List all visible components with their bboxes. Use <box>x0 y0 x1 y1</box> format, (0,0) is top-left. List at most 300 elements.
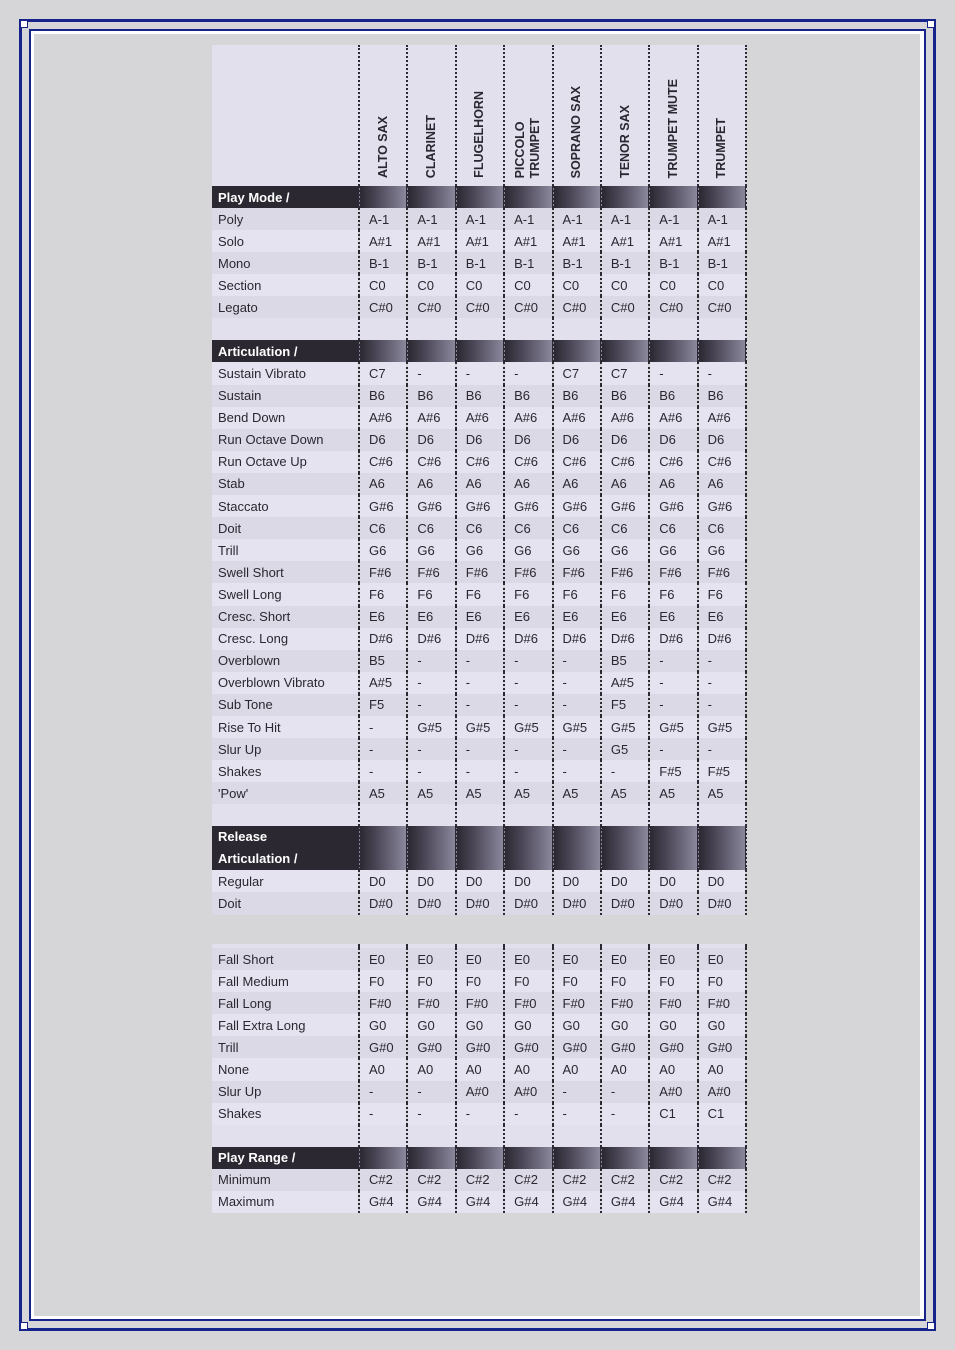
articulation-label: Trill <box>212 1036 359 1058</box>
keyswitch-value: D0 <box>359 870 407 892</box>
keyswitch-value: A#1 <box>601 230 649 252</box>
articulation-label: Legato <box>212 296 359 318</box>
instrument-name: TRUMPET MUTE <box>665 78 680 178</box>
keyswitch-value: - <box>504 650 552 672</box>
keyswitch-value: F0 <box>359 970 407 992</box>
table-row <box>212 1036 746 1058</box>
keyswitch-value: D#0 <box>649 892 697 914</box>
section-header-fill <box>553 826 601 870</box>
keyswitch-value: F6 <box>359 583 407 605</box>
keyswitch-value: A5 <box>649 782 697 804</box>
keyswitch-value: E0 <box>553 948 601 970</box>
keyswitch-value: - <box>698 650 746 672</box>
keyswitch-value: A-1 <box>553 208 601 230</box>
spacer-cell <box>212 318 359 340</box>
keyswitch-value: A6 <box>601 473 649 495</box>
spacer-cell <box>649 804 697 826</box>
keyswitch-value: - <box>553 672 601 694</box>
keyswitch-value: - <box>456 738 504 760</box>
spacer-cell <box>553 804 601 826</box>
keyswitch-value: A0 <box>407 1058 455 1080</box>
keyswitch-value: G0 <box>359 1014 407 1036</box>
section-header-fill <box>649 186 697 208</box>
keyswitch-value: D0 <box>649 870 697 892</box>
section-title: Play Mode / <box>212 186 359 208</box>
table-row <box>212 738 746 760</box>
keyswitch-value: G#4 <box>407 1191 455 1213</box>
keyswitch-value: F#0 <box>649 992 697 1014</box>
keyswitch-value: B6 <box>504 385 552 407</box>
keyswitch-value: - <box>456 760 504 782</box>
table-row <box>212 208 746 230</box>
section-header-fill <box>456 186 504 208</box>
section-header-fill <box>504 826 552 870</box>
keyswitch-value: - <box>553 650 601 672</box>
keyswitch-value: C#0 <box>407 296 455 318</box>
keyswitch-value: D6 <box>504 429 552 451</box>
keyswitch-value: F0 <box>698 970 746 992</box>
keyswitch-value: D6 <box>601 429 649 451</box>
keyswitch-table-top <box>212 45 746 915</box>
section-header-fill <box>553 340 601 362</box>
keyswitch-value: B-1 <box>456 252 504 274</box>
keyswitch-value: F0 <box>504 970 552 992</box>
keyswitch-value: F#0 <box>601 992 649 1014</box>
keyswitch-value: E0 <box>649 948 697 970</box>
keyswitch-value: - <box>407 760 455 782</box>
table-row <box>212 694 746 716</box>
keyswitch-value: A6 <box>553 473 601 495</box>
keyswitch-value: G#6 <box>649 495 697 517</box>
keyswitch-value: F#0 <box>698 992 746 1014</box>
table-row <box>212 1169 746 1191</box>
keyswitch-value: - <box>504 1103 552 1125</box>
keyswitch-value: G#0 <box>601 1036 649 1058</box>
articulation-label: Fall Medium <box>212 970 359 992</box>
table-row <box>212 782 746 804</box>
keyswitch-value: - <box>504 362 552 384</box>
spacer-cell <box>649 318 697 340</box>
keyswitch-value: A0 <box>698 1058 746 1080</box>
keyswitch-value: A5 <box>504 782 552 804</box>
keyswitch-value: - <box>504 738 552 760</box>
keyswitch-value: A5 <box>407 782 455 804</box>
articulation-label: Slur Up <box>212 738 359 760</box>
table-row <box>212 672 746 694</box>
keyswitch-value: A6 <box>456 473 504 495</box>
section-title: Articulation / <box>212 340 359 362</box>
keyswitch-value: C#6 <box>407 451 455 473</box>
keyswitch-value: F6 <box>649 583 697 605</box>
keyswitch-value: F#6 <box>407 561 455 583</box>
keyswitch-value: - <box>359 1081 407 1103</box>
keyswitch-value: A-1 <box>456 208 504 230</box>
keyswitch-value: E6 <box>359 606 407 628</box>
keyswitch-value: G6 <box>456 539 504 561</box>
keyswitch-value: D0 <box>601 870 649 892</box>
keyswitch-value: C#6 <box>698 451 746 473</box>
keyswitch-value: - <box>407 672 455 694</box>
section-header-fill <box>698 186 746 208</box>
keyswitch-value: C#6 <box>601 451 649 473</box>
keyswitch-value: F#0 <box>359 992 407 1014</box>
keyswitch-value: G#0 <box>407 1036 455 1058</box>
articulation-label: Shakes <box>212 1103 359 1125</box>
keyswitch-value: D#0 <box>698 892 746 914</box>
keyswitch-value: G#0 <box>359 1036 407 1058</box>
keyswitch-value: - <box>553 1103 601 1125</box>
spacer-cell <box>212 804 359 826</box>
spacer-cell <box>212 1125 359 1147</box>
articulation-label: Fall Extra Long <box>212 1014 359 1036</box>
keyswitch-value: G#0 <box>649 1036 697 1058</box>
keyswitch-value: F0 <box>407 970 455 992</box>
keyswitch-value: F#6 <box>504 561 552 583</box>
articulation-label: Overblown <box>212 650 359 672</box>
keyswitch-value: D#0 <box>553 892 601 914</box>
keyswitch-value: B-1 <box>504 252 552 274</box>
keyswitch-value: C#0 <box>553 296 601 318</box>
articulation-label: Doit <box>212 892 359 914</box>
keyswitch-value: F#6 <box>553 561 601 583</box>
keyswitch-value: C0 <box>698 274 746 296</box>
keyswitch-value: - <box>407 694 455 716</box>
keyswitch-value: G6 <box>601 539 649 561</box>
keyswitch-value: B-1 <box>553 252 601 274</box>
articulation-label: Fall Short <box>212 948 359 970</box>
table-row <box>212 517 746 539</box>
table-row <box>212 252 746 274</box>
spacer-cell <box>407 1125 455 1147</box>
table-row <box>212 583 746 605</box>
keyswitch-value: C0 <box>456 274 504 296</box>
instrument-column-header <box>601 45 649 186</box>
keyswitch-value: G#5 <box>649 716 697 738</box>
spacer-cell <box>601 804 649 826</box>
articulation-label: Maximum <box>212 1191 359 1213</box>
spacer-cell <box>504 1125 552 1147</box>
instrument-column-header <box>504 45 552 186</box>
keyswitch-value: A0 <box>553 1058 601 1080</box>
keyswitch-value: F6 <box>504 583 552 605</box>
table-row <box>212 451 746 473</box>
keyswitch-value: G#5 <box>553 716 601 738</box>
keyswitch-value: - <box>456 362 504 384</box>
spacer-cell <box>407 804 455 826</box>
keyswitch-value: - <box>698 694 746 716</box>
section-header-fill <box>407 826 455 870</box>
keyswitch-value: D#0 <box>359 892 407 914</box>
spacer-row <box>212 1125 746 1147</box>
keyswitch-value: E0 <box>359 948 407 970</box>
keyswitch-value: - <box>359 760 407 782</box>
keyswitch-value: C6 <box>407 517 455 539</box>
keyswitch-value: D#0 <box>407 892 455 914</box>
keyswitch-value: D0 <box>504 870 552 892</box>
keyswitch-value: A0 <box>504 1058 552 1080</box>
keyswitch-value: G6 <box>649 539 697 561</box>
keyswitch-value: B6 <box>601 385 649 407</box>
keyswitch-value: D#6 <box>407 628 455 650</box>
articulation-label: Bend Down <box>212 407 359 429</box>
frame-corner <box>20 20 28 28</box>
keyswitch-value: C0 <box>601 274 649 296</box>
spacer-cell <box>601 318 649 340</box>
section-header-fill <box>359 826 407 870</box>
keyswitch-value: F#5 <box>649 760 697 782</box>
articulation-label: Rise To Hit <box>212 716 359 738</box>
instrument-header-row <box>212 45 746 186</box>
spacer-cell <box>601 1125 649 1147</box>
table-row <box>212 1081 746 1103</box>
articulation-label: Stab <box>212 473 359 495</box>
articulation-label: Run Octave Up <box>212 451 359 473</box>
keyswitch-value: C7 <box>601 362 649 384</box>
keyswitch-value: A0 <box>359 1058 407 1080</box>
keyswitch-value: G#5 <box>456 716 504 738</box>
keyswitch-value: A#5 <box>601 672 649 694</box>
keyswitch-value: G6 <box>698 539 746 561</box>
keyswitch-value: G#6 <box>601 495 649 517</box>
instrument-name: TRUMPET <box>714 117 729 178</box>
table-row <box>212 892 746 914</box>
table-row <box>212 870 746 892</box>
keyswitch-value: C0 <box>359 274 407 296</box>
keyswitch-value: G6 <box>504 539 552 561</box>
articulation-label: Poly <box>212 208 359 230</box>
table-row <box>212 1191 746 1213</box>
keyswitch-value: C#2 <box>601 1169 649 1191</box>
keyswitch-value: A5 <box>456 782 504 804</box>
keyswitch-value: E6 <box>649 606 697 628</box>
keyswitch-value: D6 <box>359 429 407 451</box>
keyswitch-value: - <box>698 672 746 694</box>
keyswitch-value: C1 <box>698 1103 746 1125</box>
keyswitch-value: F#6 <box>601 561 649 583</box>
keyswitch-value: A-1 <box>407 208 455 230</box>
keyswitch-value: - <box>504 672 552 694</box>
keyswitch-value: C0 <box>407 274 455 296</box>
section-header-fill <box>649 826 697 870</box>
keyswitch-value: A#0 <box>456 1081 504 1103</box>
keyswitch-value: G#4 <box>649 1191 697 1213</box>
keyswitch-value: C#2 <box>649 1169 697 1191</box>
keyswitch-value: D#6 <box>359 628 407 650</box>
keyswitch-value: B5 <box>601 650 649 672</box>
keyswitch-value: A-1 <box>504 208 552 230</box>
keyswitch-value: E0 <box>601 948 649 970</box>
keyswitch-value: A5 <box>359 782 407 804</box>
keyswitch-value: G#0 <box>456 1036 504 1058</box>
section-header-fill <box>359 340 407 362</box>
keyswitch-value: G#6 <box>456 495 504 517</box>
spacer-cell <box>359 804 407 826</box>
keyswitch-value: - <box>407 738 455 760</box>
keyswitch-value: G0 <box>698 1014 746 1036</box>
keyswitch-value: - <box>456 650 504 672</box>
keyswitch-table-bottom <box>212 944 746 1213</box>
keyswitch-value: - <box>601 760 649 782</box>
table-row <box>212 628 746 650</box>
table-row <box>212 970 746 992</box>
keyswitch-value: G0 <box>649 1014 697 1036</box>
keyswitch-value: A-1 <box>601 208 649 230</box>
keyswitch-value: A#1 <box>553 230 601 252</box>
keyswitch-value: G6 <box>553 539 601 561</box>
instrument-column-header <box>698 45 746 186</box>
keyswitch-value: C#0 <box>456 296 504 318</box>
keyswitch-value: - <box>553 738 601 760</box>
spacer-cell <box>359 1125 407 1147</box>
table-row <box>212 992 746 1014</box>
table-row <box>212 1103 746 1125</box>
table-row <box>212 407 746 429</box>
keyswitch-value: F6 <box>698 583 746 605</box>
keyswitch-value: F#5 <box>698 760 746 782</box>
keyswitch-value: D#6 <box>456 628 504 650</box>
keyswitch-value: A#1 <box>698 230 746 252</box>
keyswitch-value: D#6 <box>553 628 601 650</box>
articulation-label: Run Octave Down <box>212 429 359 451</box>
section-header-fill <box>698 1147 746 1169</box>
keyswitch-value: G#6 <box>407 495 455 517</box>
keyswitch-value: G6 <box>359 539 407 561</box>
keyswitch-value: G#4 <box>553 1191 601 1213</box>
keyswitch-value: C6 <box>553 517 601 539</box>
keyswitch-value: C6 <box>504 517 552 539</box>
keyswitch-value: A#0 <box>504 1081 552 1103</box>
keyswitch-value: - <box>456 694 504 716</box>
keyswitch-value: E6 <box>407 606 455 628</box>
keyswitch-value: C#2 <box>359 1169 407 1191</box>
section-header-fill <box>601 1147 649 1169</box>
keyswitch-value: G#5 <box>407 716 455 738</box>
keyswitch-value: C#6 <box>456 451 504 473</box>
section-header-fill <box>601 186 649 208</box>
keyswitch-value: - <box>504 760 552 782</box>
keyswitch-value: A#1 <box>359 230 407 252</box>
keyswitch-value: - <box>407 362 455 384</box>
keyswitch-value: - <box>553 694 601 716</box>
table-row <box>212 473 746 495</box>
keyswitch-value: F#6 <box>359 561 407 583</box>
keyswitch-value: D#0 <box>456 892 504 914</box>
spacer-cell <box>649 1125 697 1147</box>
section-header <box>212 340 746 362</box>
keyswitch-value: C#0 <box>359 296 407 318</box>
keyswitch-value: C6 <box>601 517 649 539</box>
keyswitch-value: G#4 <box>359 1191 407 1213</box>
frame-corner <box>927 1322 935 1330</box>
keyswitch-value: A#1 <box>407 230 455 252</box>
instrument-name: TENOR SAX <box>617 105 632 178</box>
table-row <box>212 948 746 970</box>
articulation-label: Slur Up <box>212 1081 359 1103</box>
spacer-cell <box>698 1125 746 1147</box>
table-row <box>212 650 746 672</box>
keyswitch-value: A#0 <box>698 1081 746 1103</box>
articulation-label: Section <box>212 274 359 296</box>
table-row <box>212 760 746 782</box>
keyswitch-value: - <box>649 672 697 694</box>
table-row <box>212 385 746 407</box>
keyswitch-value: - <box>649 650 697 672</box>
table-row <box>212 561 746 583</box>
keyswitch-value: C0 <box>553 274 601 296</box>
keyswitch-value: A#5 <box>359 672 407 694</box>
spacer-row <box>212 318 746 340</box>
keyswitch-value: - <box>698 362 746 384</box>
keyswitch-value: - <box>649 362 697 384</box>
section-header-fill <box>504 186 552 208</box>
keyswitch-value: G#6 <box>553 495 601 517</box>
keyswitch-value: C6 <box>698 517 746 539</box>
keyswitch-value: F6 <box>601 583 649 605</box>
keyswitch-value: F0 <box>649 970 697 992</box>
articulation-label: Solo <box>212 230 359 252</box>
table-row <box>212 606 746 628</box>
keyswitch-value: B-1 <box>698 252 746 274</box>
keyswitch-value: C0 <box>649 274 697 296</box>
keyswitch-value: A-1 <box>698 208 746 230</box>
keyswitch-value: F6 <box>407 583 455 605</box>
table-row <box>212 230 746 252</box>
spacer-cell <box>456 318 504 340</box>
keyswitch-value: E0 <box>407 948 455 970</box>
articulation-label: Swell Long <box>212 583 359 605</box>
keyswitch-value: - <box>407 1103 455 1125</box>
section-header-fill <box>359 1147 407 1169</box>
keyswitch-value: G0 <box>407 1014 455 1036</box>
keyswitch-value: B6 <box>649 385 697 407</box>
keyswitch-value: - <box>553 1081 601 1103</box>
table-row <box>212 296 746 318</box>
keyswitch-value: C#0 <box>504 296 552 318</box>
keyswitch-value: F5 <box>359 694 407 716</box>
keyswitch-value: B-1 <box>601 252 649 274</box>
keyswitch-value: F#6 <box>649 561 697 583</box>
keyswitch-value: A#6 <box>359 407 407 429</box>
keyswitch-value: C#2 <box>504 1169 552 1191</box>
keyswitch-value: F#0 <box>456 992 504 1014</box>
keyswitch-value: A6 <box>698 473 746 495</box>
keyswitch-value: G5 <box>601 738 649 760</box>
keyswitch-value: A#6 <box>504 407 552 429</box>
keyswitch-value: - <box>407 1081 455 1103</box>
keyswitch-value: E0 <box>456 948 504 970</box>
articulation-label: Fall Long <box>212 992 359 1014</box>
articulation-label: Trill <box>212 539 359 561</box>
keyswitch-value: B6 <box>456 385 504 407</box>
keyswitch-value: C#6 <box>504 451 552 473</box>
keyswitch-value: D6 <box>649 429 697 451</box>
keyswitch-value: A#6 <box>553 407 601 429</box>
instrument-name: ALTO SAX <box>375 115 390 178</box>
keyswitch-value: G0 <box>601 1014 649 1036</box>
keyswitch-value: E6 <box>698 606 746 628</box>
keyswitch-value: - <box>553 760 601 782</box>
instrument-column-header <box>649 45 697 186</box>
keyswitch-value: E0 <box>698 948 746 970</box>
table-row <box>212 1014 746 1036</box>
keyswitch-value: G#4 <box>601 1191 649 1213</box>
keyswitch-value: - <box>456 672 504 694</box>
spacer-cell <box>553 1125 601 1147</box>
keyswitch-value: C7 <box>553 362 601 384</box>
section-header-fill <box>407 340 455 362</box>
keyswitch-value: F0 <box>601 970 649 992</box>
keyswitch-value: F0 <box>553 970 601 992</box>
